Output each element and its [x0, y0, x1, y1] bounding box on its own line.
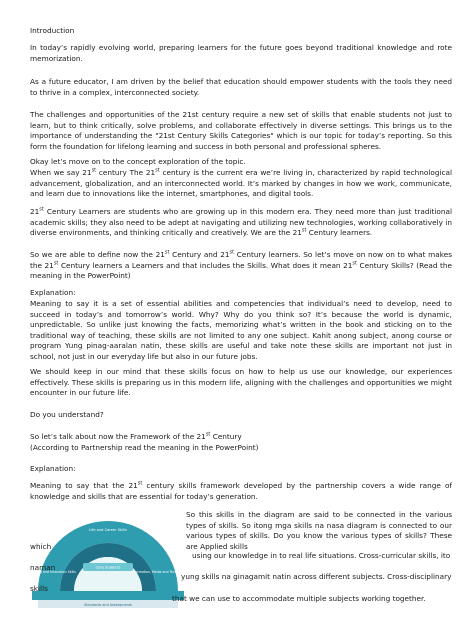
paragraph-12: So let’s talk about now the Framework of the 21st Century (According to Partnership read the meaning in the PowerPoint) [30, 431, 259, 452]
base-label: Standards and Assessments [84, 603, 132, 607]
word-skills: skills [30, 584, 48, 593]
ring-top-label: Life and Career Skills [89, 528, 127, 532]
paragraph-explanation-2: Explanation: [30, 464, 76, 473]
word-which: which [30, 542, 52, 551]
paragraph-14: Meaning to say that the 21st century skills framework developed by the partnership covers a wide range of knowledge and skills that are essential for today’s generation. [30, 480, 452, 501]
heading-introduction: Introduction [30, 26, 75, 35]
framework-diagram [28, 505, 197, 610]
support-band [32, 591, 184, 600]
paragraph-5: When we say 21st century The 21st century is the current era we’re living in, characterized by rapid technological advancement, globalization, and an interconnected world. It’s marked by changes in how we work, communicate, and learn due to innovations like the internet, smartphones, and digital tools. [30, 167, 452, 199]
paragraph-10: We should keep in our mind that these skills focus on how to help us use our knowledge, our experiences effectively. These skills is preparing us in this modern life, aligning with the challenges and opportunities we might encounter in our future life. [30, 367, 452, 398]
paragraph-7: So we are able to define now the 21st Century and 21st Century learners. So let’s move on now on to what makes the 21st Century learners a Learners and that includes the Skills. What does it mean 21st Century Skills? (Read the meaning in the PowerPoint) [30, 249, 453, 281]
diagram-text-line-2: using our knowledge in to real life situations. Cross-curricular skills, ito [192, 551, 451, 560]
core-label: Core Subjects [95, 565, 121, 570]
diagram-explanation: So this skills in the diagram are said to be connected in the various types of skills. So itong mga skills na nasa diagram is connected to our various types of skills. Do you know the various types of skills? These are Applied skills [186, 510, 452, 551]
paragraph-6: 21st Century Learners are students who are growing up in this modern era. They need more than just traditional academic skills; they also need to be adept at navigating and utilizing new technologies, working collaboratively in diverse environments, and thinking critically and creatively. We are the 21st Century learners. [30, 206, 452, 238]
paragraph-4: Okay let’s move on to the concept exploration of the topic. [30, 157, 246, 166]
ring-right-label: Information, Media and Technology Skills [131, 570, 197, 574]
diagram-text-line-3: yung skills na ginagamit natin across different subjects. Cross-disciplinary [181, 572, 452, 581]
paragraph-question: Do you understand? [30, 410, 104, 419]
paragraph-3: The challenges and opportunities of the 21st century require a new set of skills that enable students not just to learn, but to think critically, solve problems, and collaborate effectively in diverse settings. This brings us to the importance of understanding the "21st Century Skills Categories" which is our topic for today’s reporting. So this form the foundation for lifelong learning and success in both personal and professional spheres. [30, 110, 452, 151]
word-naman: naman [30, 563, 56, 572]
paragraph-explanation-1: Explanation: [30, 288, 76, 297]
diagram-text-line-4: that we can use to accommodate multiple subjects working together. [172, 594, 426, 603]
paragraph-2: As a future educator, I am driven by the belief that education should empower students with the tools they need to thrive in a complex, interconnected society. [30, 77, 452, 97]
paragraph-1: In today’s rapidly evolving world, preparing learners for the future goes beyond traditional knowledge and rote memorization. [30, 43, 452, 63]
ring-left-label: Learning and Innovation Skills [28, 570, 76, 574]
paragraph-9: Meaning to say it is a set of essential abilities and competencies that individual’s need to develop, need to succeed in today’s and tomorrow’s world. Why? Why do you think so? It’s because the world is dynamic, unpredictable. So unlike just knowing the facts, memorizing what’s written in the book and sticking on to the traditional way of teaching, these skills are not limited to any one subject. Kahit anong subject, anong course or program Yung pinag-aaralan natin, these skills are useful and take note these skills are important not just in school, not just in our everyday life but also in our future jobs. [30, 299, 452, 361]
